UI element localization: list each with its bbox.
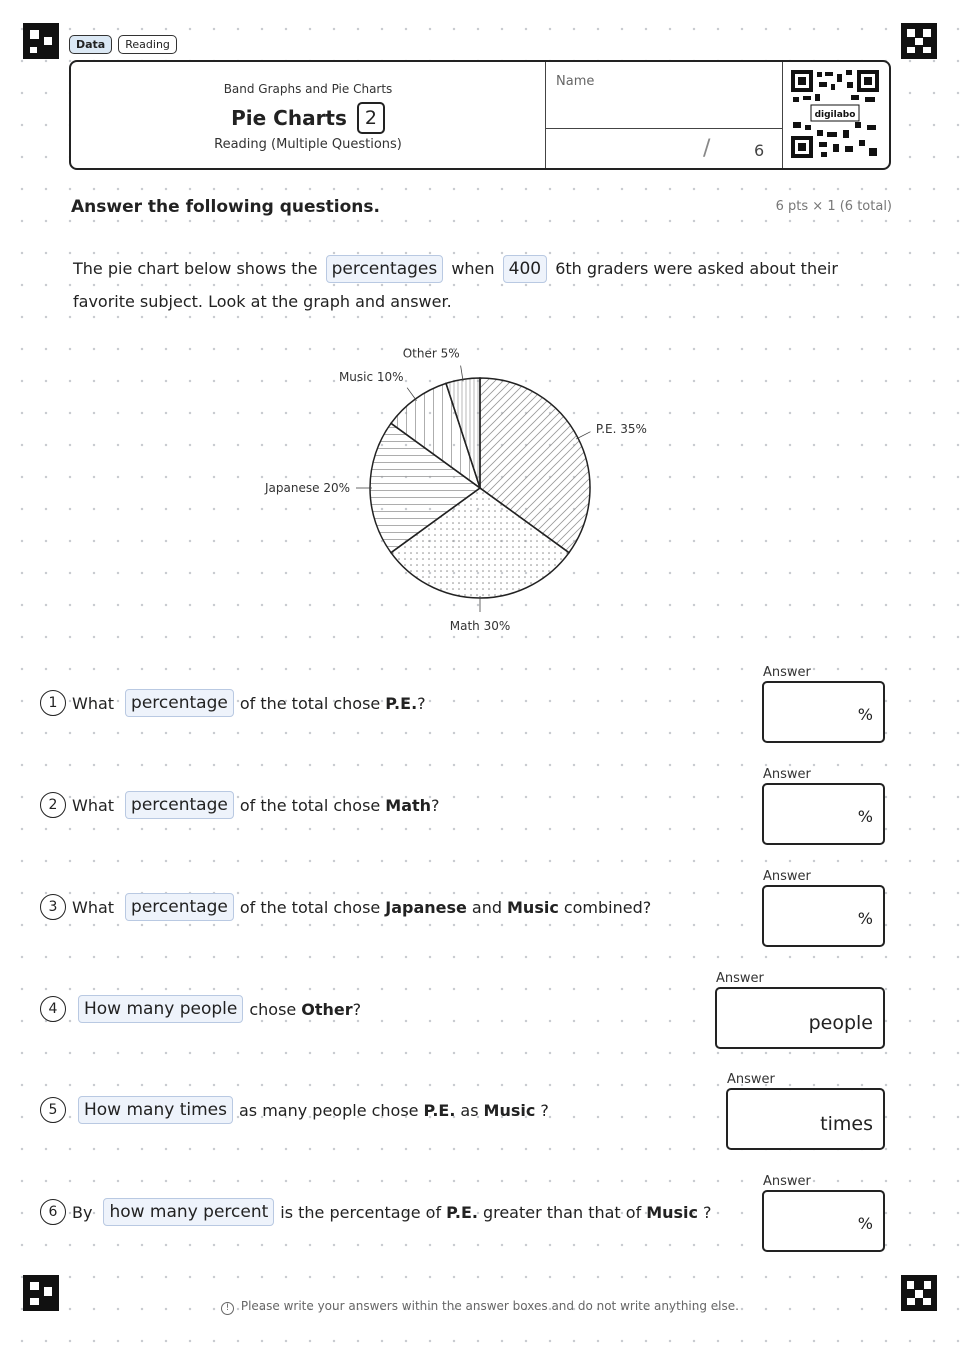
intro-text: [73, 252, 903, 318]
question-keyword-2: Music: [646, 1202, 699, 1222]
question-highlight: How many people: [78, 995, 243, 1023]
question-text-mid: of the total chose: [239, 897, 381, 917]
qr-code-icon: [791, 70, 879, 158]
question-number: 6: [40, 1199, 66, 1225]
answer-unit: %: [857, 705, 873, 724]
question-keyword: P.E.: [385, 693, 418, 713]
name-field[interactable]: [545, 62, 783, 168]
score-slash: /: [703, 136, 711, 161]
worksheet-header: [69, 60, 891, 170]
question-text-post: ?: [417, 693, 426, 713]
tag-reading: Reading: [118, 35, 177, 54]
header-title-block: [71, 62, 545, 168]
question-6: [40, 1198, 712, 1226]
pie-chart: [240, 340, 720, 640]
question-highlight: percentage: [125, 893, 234, 921]
header-title-row: [71, 102, 545, 134]
answer-label: Answer: [763, 767, 811, 782]
question-number: 5: [40, 1097, 66, 1123]
pie-leader-line: [576, 432, 590, 439]
points-info: 6 pts × 1 (6 total): [775, 199, 892, 214]
question-keyword: P.E.: [446, 1202, 478, 1222]
page-title: Pie Charts: [231, 106, 347, 130]
question-highlight: percentage: [125, 689, 234, 717]
pie-label: Music 10%: [338, 369, 404, 384]
score-total: 6: [754, 141, 765, 160]
tag-data: Data: [69, 35, 112, 54]
answer-unit: %: [857, 909, 873, 928]
intro-highlight-percentages: percentages: [326, 255, 444, 283]
question-1: [40, 689, 426, 717]
intro-part3: 6th graders were asked about their favorite subject. Look at the graph and answer.: [73, 259, 838, 311]
answer-unit: people: [808, 1012, 873, 1034]
question-4: [40, 995, 361, 1023]
question-keyword: Other: [301, 999, 353, 1019]
question-keyword-2: Music: [507, 897, 559, 917]
answer-box-6[interactable]: [762, 1190, 885, 1252]
question-text-post: combined?: [563, 897, 652, 917]
question-text-post: ?: [703, 1202, 712, 1222]
answer-label: Answer: [763, 869, 811, 884]
question-text-mid: of the total chose: [239, 693, 381, 713]
answer-label: Answer: [763, 1174, 811, 1189]
question-text-post: ?: [352, 999, 362, 1019]
question-text-mid: is the percentage of: [280, 1202, 442, 1222]
answer-label: Answer: [727, 1072, 775, 1087]
question-text-mid2: greater than that of: [482, 1202, 642, 1222]
question-text-mid: as many people chose: [238, 1100, 419, 1120]
question-text-mid2: and: [471, 897, 502, 917]
info-icon: !: [221, 1302, 234, 1315]
question-keyword: P.E.: [423, 1100, 456, 1120]
intro-part1: The pie chart below shows the: [73, 259, 318, 278]
question-5: [40, 1096, 549, 1124]
question-number: 3: [40, 894, 66, 920]
instructions: Answer the following questions.: [71, 197, 380, 217]
question-number: 2: [40, 792, 66, 818]
question-number: 4: [40, 996, 66, 1022]
intro-part2: when: [451, 259, 495, 278]
pie-label: P.E. 35%: [595, 421, 647, 436]
question-keyword: Math: [385, 795, 432, 815]
footer-text: Please write your answers within the answer boxes and do not write anything else.: [240, 1299, 739, 1313]
answer-unit: %: [857, 1214, 873, 1233]
question-keyword-2: Music: [483, 1100, 536, 1120]
answer-unit: times: [820, 1113, 873, 1135]
answer-label: Answer: [716, 971, 764, 986]
question-text-post: ?: [431, 795, 440, 815]
answer-box-2[interactable]: [762, 783, 885, 845]
header-type: Reading (Multiple Questions): [214, 137, 402, 152]
pie-label: Math 30%: [449, 619, 511, 633]
question-text-pre: By: [72, 1202, 93, 1222]
answer-unit: %: [857, 807, 873, 826]
intro-number-box: 400: [503, 255, 547, 283]
question-text-pre: What: [72, 795, 115, 815]
corner-marker-top-right: [901, 23, 937, 59]
answer-box-3[interactable]: [762, 885, 885, 947]
worksheet-number: 2: [357, 102, 385, 134]
pie-leader-line: [407, 388, 416, 401]
answer-box-4[interactable]: [715, 987, 885, 1049]
header-subtitle: Band Graphs and Pie Charts: [223, 82, 393, 96]
answer-box-5[interactable]: [726, 1088, 885, 1150]
question-text-pre: What: [72, 897, 115, 917]
question-text-mid2: as: [460, 1100, 479, 1120]
name-label: Name: [556, 74, 595, 89]
footer-note: [0, 1299, 960, 1315]
question-3: [40, 893, 651, 921]
question-text-pre: What: [72, 693, 115, 713]
answer-label: Answer: [763, 665, 811, 680]
question-text-mid: chose: [249, 999, 297, 1019]
question-number: 1: [40, 690, 66, 716]
pie-label: Japanese 20%: [265, 481, 350, 495]
question-text-mid: of the total chose: [239, 795, 381, 815]
pie-label: Other 5%: [402, 346, 460, 361]
corner-marker-top-left: [23, 23, 59, 59]
answer-box-1[interactable]: [762, 681, 885, 743]
question-text-post: ?: [540, 1100, 549, 1120]
question-highlight: percentage: [125, 791, 234, 819]
question-highlight: How many times: [78, 1096, 233, 1124]
name-divider: [546, 128, 782, 129]
qr-label: digilabo: [814, 110, 856, 120]
question-keyword: Japanese: [385, 897, 467, 917]
tag-list: [69, 35, 177, 54]
question-2: [40, 791, 440, 819]
question-highlight: how many percent: [103, 1198, 274, 1226]
